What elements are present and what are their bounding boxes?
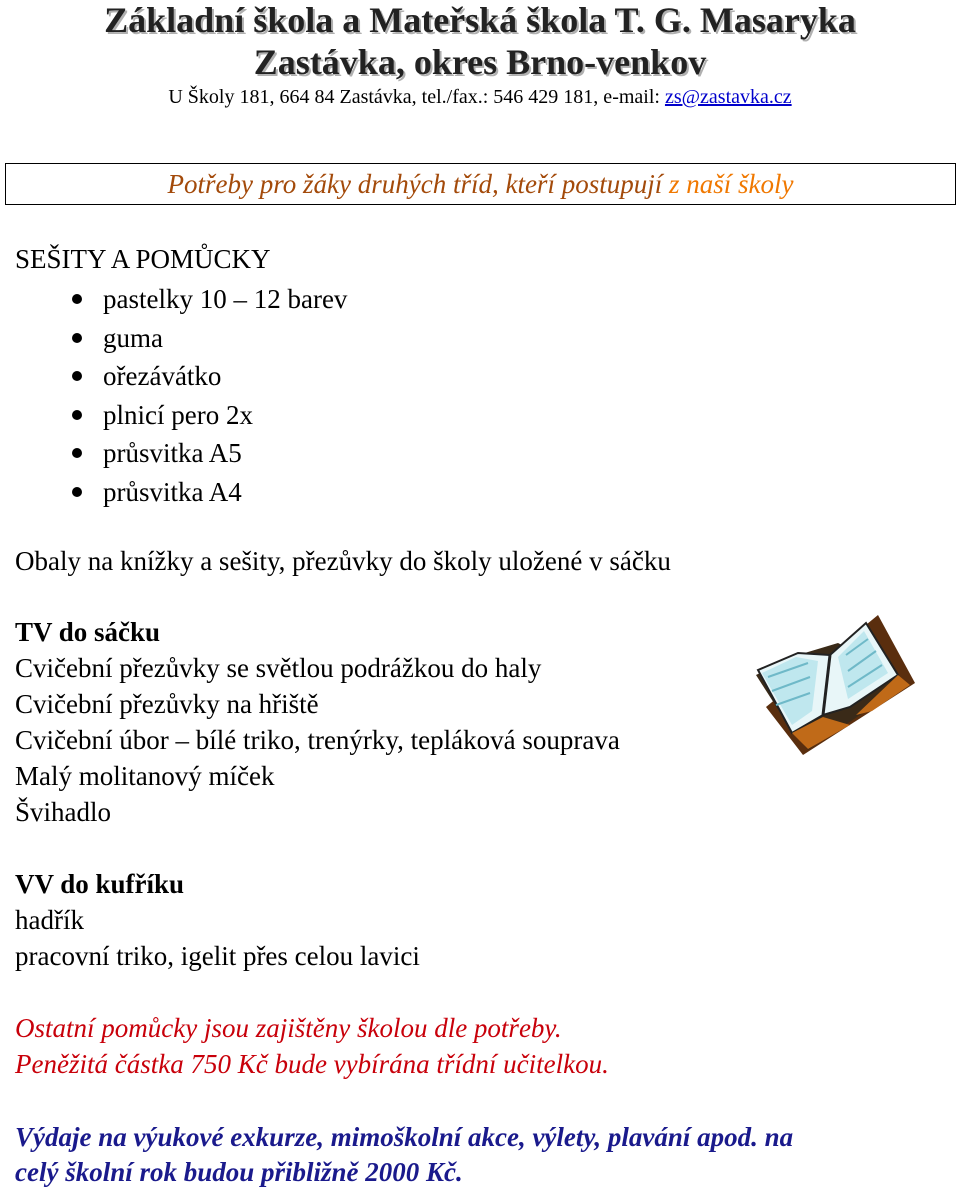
art-item: pracovní triko, igelit přes celou lavici [15, 941, 420, 971]
school-name-line1: Základní škola a Mateřská škola T. G. Masaryka [104, 0, 856, 40]
bullet-icon [72, 294, 82, 304]
list-item: průsvitka A5 [0, 434, 347, 473]
note-line: Ostatní pomůcky jsou zajištěny školou dle potřeby. [15, 1013, 562, 1043]
address-text: U Školy 181, 664 84 Zastávka, tel./fax.: 546 429 181, e-mail: [168, 86, 665, 108]
pe-item: Švihadlo [15, 797, 112, 827]
covers-line: Obaly na knížky a sešity, přezůvky do školy uložené v sáčku [15, 546, 671, 576]
school-name-line2: Zastávka, okres Brno-venkov [253, 42, 707, 82]
bullet-icon [72, 410, 82, 420]
email-link[interactable]: zs@zastavka.cz [664, 86, 792, 108]
expenses-line: celý školní rok budou přibližně 2000 Kč. [15, 1157, 463, 1187]
art-heading: VV do kufříku [15, 869, 185, 899]
title-part2: z naší školy [668, 169, 794, 199]
pe-item: Cvičební přezůvky na hřiště [15, 689, 319, 719]
expenses-line: Výdaje na výukové exkurze, mimoškolní akce, výlety, plavání apod. na [15, 1122, 794, 1152]
pe-item: Malý molitanový míček [15, 761, 275, 791]
list-item: pastelky 10 – 12 barev [0, 280, 347, 319]
title-part1: Potřeby pro žáky druhých tříd, kteří postupují [167, 169, 669, 199]
list-item: plnicí pero 2x [0, 396, 347, 435]
supplies-heading: SEŠITY A POMŮCKY [15, 244, 271, 274]
school-address [0, 84, 960, 110]
art-item: hadřík [15, 905, 84, 935]
bullet-icon [72, 487, 82, 497]
bullet-icon [72, 371, 82, 381]
list-item: guma [0, 319, 347, 358]
pe-item: Cvičební přezůvky se světlou podrážkou do haly [15, 653, 542, 683]
open-book-icon [748, 615, 918, 760]
list-item: průsvitka A4 [0, 473, 347, 512]
bullet-icon [72, 448, 82, 458]
supplies-list [0, 280, 347, 511]
pe-item: Cvičební úbor – bílé triko, trenýrky, tepláková souprava [15, 725, 620, 755]
document-title [5, 163, 956, 205]
bullet-icon [72, 333, 82, 343]
list-item: ořezávátko [0, 357, 347, 396]
note-line: Peněžitá částka 750 Kč bude vybírána třídní učitelkou. [15, 1049, 609, 1079]
pe-heading: TV do sáčku [15, 617, 161, 647]
